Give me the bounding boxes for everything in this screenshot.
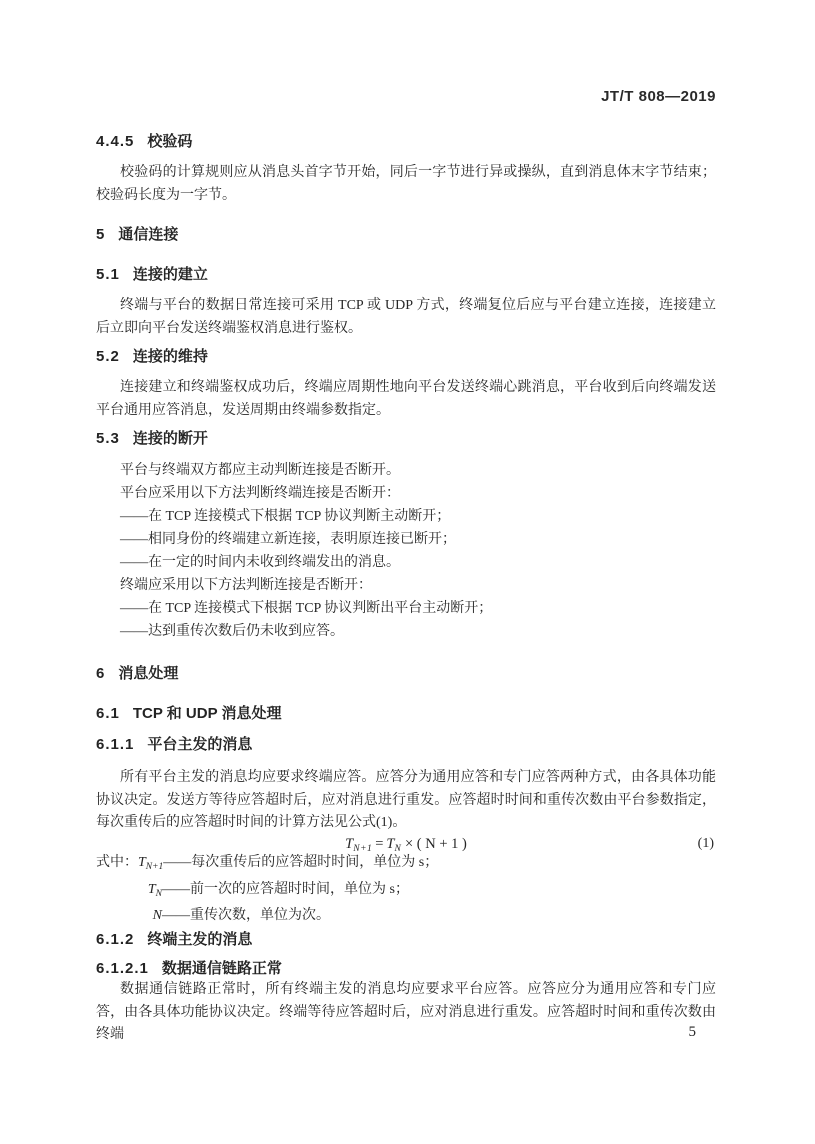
legend-description: 重传次数，单位为次。 xyxy=(190,908,330,924)
heading-title: 数据通信链路正常 xyxy=(161,960,282,977)
legend-var-symbol: T xyxy=(138,855,146,870)
heading-number: 5.3 xyxy=(96,430,120,447)
list-line: ——在 TCP 连接模式下根据 TCP 协议判断主动断开； xyxy=(120,509,451,524)
heading-number: 6.1.2.1 xyxy=(96,960,149,977)
heading-title: TCP 和 UDP 消息处理 xyxy=(132,705,282,722)
heading-number: 6.1.2 xyxy=(96,931,135,948)
legend-dash: —— xyxy=(163,855,192,870)
list-line: 终端应采用以下方法判断连接是否断开： xyxy=(120,578,372,593)
heading-6 xyxy=(96,662,716,683)
heading-6-1-1 xyxy=(96,733,716,754)
list-line: ——达到重传次数后仍未收到应答。 xyxy=(120,624,344,639)
standard-code-header: JT/T 808—2019 xyxy=(601,88,716,105)
heading-number: 6.1.1 xyxy=(96,736,135,753)
legend-row xyxy=(96,852,716,879)
list-line: ——在 TCP 连接模式下根据 TCP 协议判断出平台主动断开； xyxy=(120,601,493,616)
heading-title: 通信连接 xyxy=(118,226,179,243)
legend-description: 每次重传后的应答超时时间，单位为 s； xyxy=(191,855,439,870)
heading-number: 5 xyxy=(96,226,106,243)
paragraph-4-4-5: 校验码的计算规则应从消息头首字节开始，同后一字节进行异或操纵，直到消息体末字节结束；校验码长度为一字节。 xyxy=(96,165,716,203)
formula-var: T xyxy=(386,836,395,852)
list-line: 平台与终端双方都应主动判断连接是否断开。 xyxy=(120,463,400,478)
heading-5-3 xyxy=(96,427,716,448)
heading-title: 连接的断开 xyxy=(132,430,208,447)
heading-6-1-2 xyxy=(96,928,716,949)
page-number: 5 xyxy=(688,1024,696,1040)
heading-title: 平台主发的消息 xyxy=(147,736,253,753)
heading-number: 5.2 xyxy=(96,348,120,365)
heading-number: 4.4.5 xyxy=(96,133,135,150)
heading-title: 消息处理 xyxy=(118,665,179,682)
formula-subscript: N+1 xyxy=(353,844,373,854)
formula-legend xyxy=(96,852,716,932)
list-line: ——相同身份的终端建立新连接，表明原连接已断开； xyxy=(120,532,456,547)
legend-prefix: 式中： xyxy=(96,855,138,870)
paragraph-5-2: 连接建立和终端鉴权成功后，终端应周期性地向平台发送终端心跳消息，平台收到后向终端发送平台通用应答消息，发送周期由终端参数指定。 xyxy=(96,380,716,418)
formula-var: T xyxy=(345,836,354,852)
legend-var-symbol: T xyxy=(147,881,156,897)
legend-dash: —— xyxy=(162,881,190,897)
legend-var-symbol: N xyxy=(152,908,162,924)
list-line: ——在一定的时间内未收到终端发出的消息。 xyxy=(120,555,400,570)
formula-equals: = xyxy=(375,836,384,852)
formula-subscript: N xyxy=(394,844,402,854)
heading-4-4-5 xyxy=(96,130,716,151)
retransmission-timeout-formula xyxy=(345,836,467,852)
formula-number: (1) xyxy=(697,836,714,851)
heading-5-2 xyxy=(96,345,716,366)
legend-variable xyxy=(96,852,163,879)
heading-title: 连接的建立 xyxy=(132,266,208,283)
list-line: 平台应采用以下方法判断终端连接是否断开： xyxy=(120,486,400,501)
heading-title: 连接的维持 xyxy=(132,348,208,365)
legend-var-subscript: N+1 xyxy=(145,862,164,872)
heading-number: 6 xyxy=(96,665,106,682)
heading-title: 校验码 xyxy=(147,133,193,150)
heading-5 xyxy=(96,223,716,244)
legend-var-subscript: N xyxy=(155,888,162,899)
paragraph-6-1-1: 所有平台主发的消息均应要求终端应答。应答分为通用应答和专门应答两种方式，由各具体功能协议决定。发送方等待应答超时后，应对消息进行重发。应答超时时间和重传次数由平台参数指定，每次重传后的应答超时时间的计算方法见公式(1)。 xyxy=(96,770,716,830)
disconnect-rules-list xyxy=(96,459,740,643)
legend-row xyxy=(96,879,716,906)
heading-title: 终端主发的消息 xyxy=(147,931,253,948)
heading-6-1-2-1 xyxy=(96,957,716,978)
legend-variable xyxy=(96,879,162,906)
heading-number: 5.1 xyxy=(96,266,120,283)
formula-tail: × ( N + 1 ) xyxy=(401,836,467,852)
paragraph-5-1: 终端与平台的数据日常连接可采用 TCP 或 UDP 方式，终端复位后应与平台建立连接，连接建立后立即向平台发送终端鉴权消息进行鉴权。 xyxy=(96,298,716,336)
paragraph-6-1-2-1: 数据通信链路正常时，所有终端主发的消息均应要求平台应答。应答应分为通用应答和专门应答，由各具体功能协议决定。终端等待应答超时后，应对消息进行重发。应答超时时间和重传次数由终端 xyxy=(96,982,716,1042)
legend-dash: —— xyxy=(162,908,190,924)
heading-6-1 xyxy=(96,702,716,723)
heading-number: 6.1 xyxy=(96,705,120,722)
heading-5-1 xyxy=(96,263,716,284)
legend-description: 前一次的应答超时时间，单位为 s； xyxy=(190,881,409,897)
